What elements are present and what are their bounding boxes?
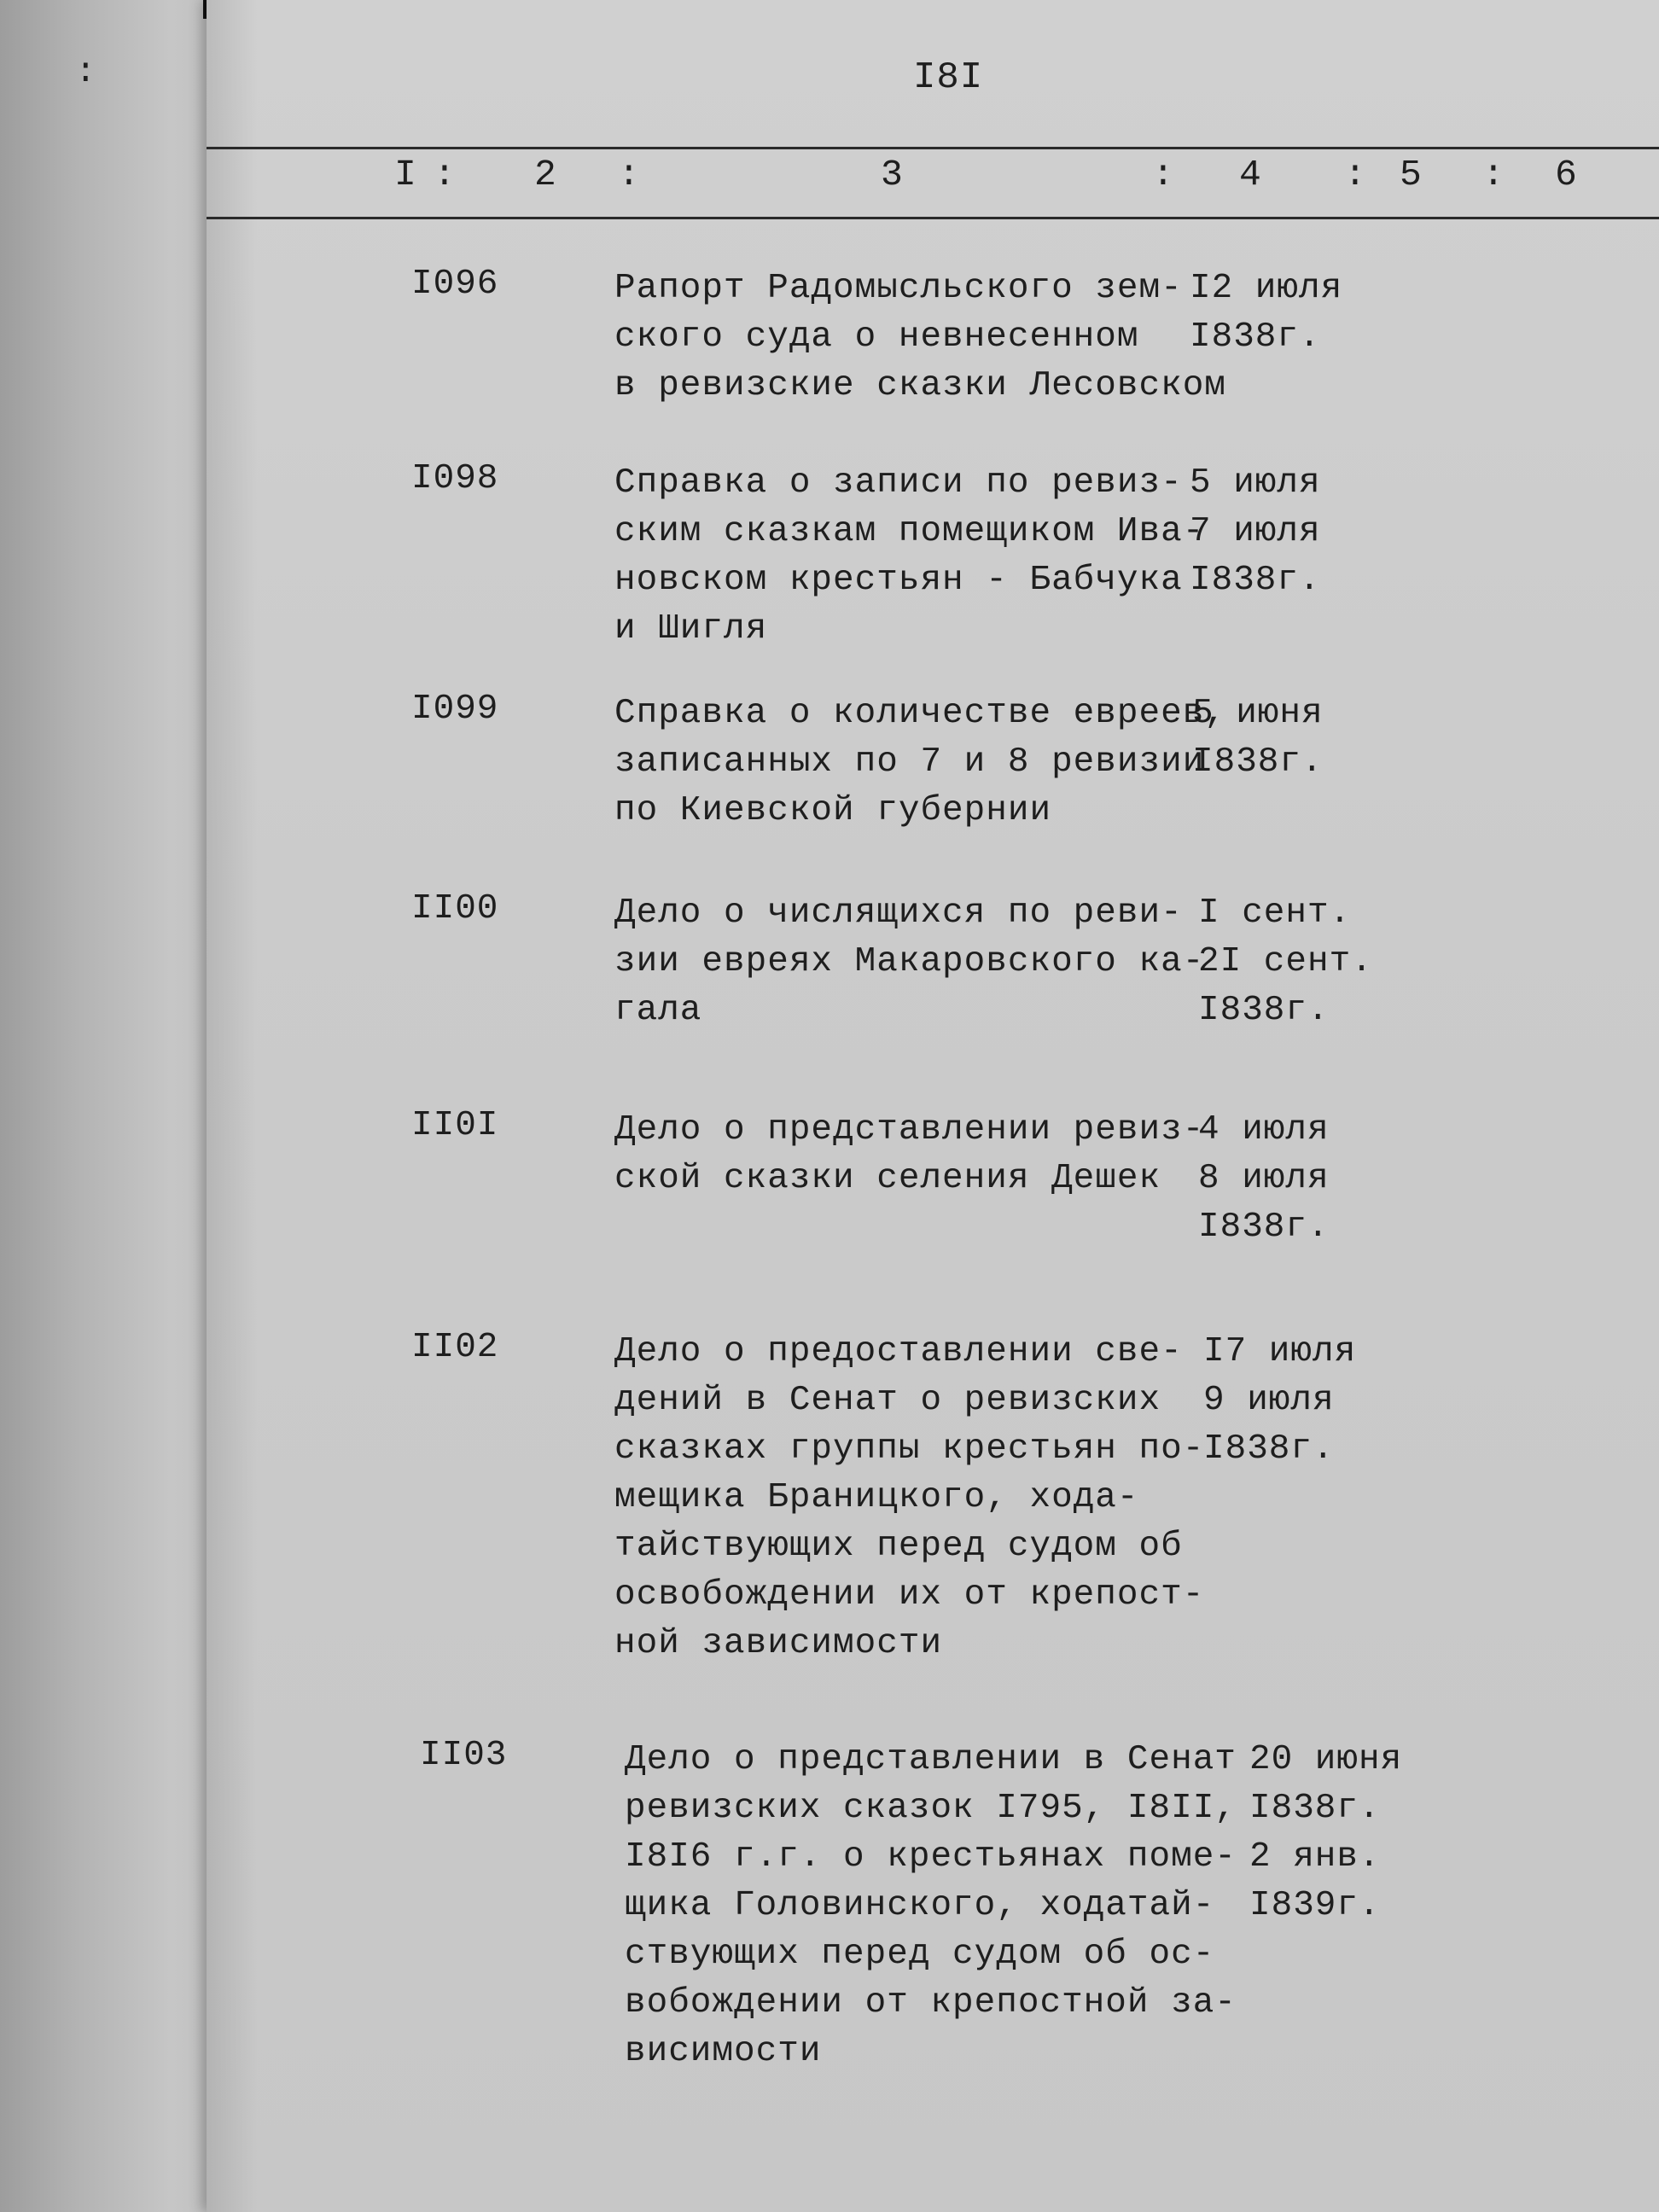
description-line: ским сказкам помещиком Ива-	[614, 512, 1205, 551]
entry-dates	[1198, 889, 1373, 1035]
date-line: 2I сент.	[1198, 942, 1373, 981]
column-header-5: 5	[1400, 154, 1423, 195]
entry-description	[625, 1736, 1237, 2076]
date-line: I838г.	[1203, 1429, 1335, 1469]
date-line: 2 янв.	[1249, 1837, 1381, 1877]
description-line: тайствующих перед судом об	[614, 1527, 1183, 1566]
column-header-separator: :	[1152, 154, 1175, 195]
header-rule-bottom	[207, 217, 1659, 219]
entry-description	[614, 889, 1204, 1035]
column-header-2: 2	[534, 154, 557, 195]
description-line: I8I6 г.г. о крестьянах поме-	[625, 1837, 1237, 1877]
date-line: 7 июля	[1190, 512, 1321, 551]
column-header-separator: :	[1482, 154, 1505, 195]
date-line: I7 июля	[1203, 1332, 1357, 1371]
description-line: ствующих перед судом об ос-	[625, 1935, 1215, 1974]
entry-dates	[1190, 459, 1321, 605]
description-line: в ревизские сказки Лесовском	[614, 366, 1226, 405]
date-line: 5 июля	[1190, 463, 1321, 503]
column-header-6: 6	[1555, 154, 1578, 195]
date-line: I838г.	[1198, 991, 1330, 1030]
column-header-separator: :	[1344, 154, 1367, 195]
entry-description	[614, 690, 1226, 835]
header-rule-top	[207, 147, 1659, 149]
description-line: зии евреях Макаровского ка-	[614, 942, 1205, 981]
date-line: I838г.	[1190, 561, 1321, 600]
description-line: ской сказки селения Дешек	[614, 1159, 1161, 1198]
description-line: ского суда о невнесенном	[614, 317, 1139, 357]
entry-number: II02	[411, 1328, 499, 1367]
description-line: ной зависимости	[614, 1624, 943, 1663]
date-line: 4 июля	[1198, 1110, 1330, 1150]
entry-dates	[1249, 1736, 1402, 1930]
column-header-separator: :	[618, 154, 641, 195]
page-fold-shadow	[207, 0, 258, 2212]
column-header-separator: :	[434, 154, 457, 195]
description-line: Дело о представлении ревиз-	[614, 1110, 1205, 1150]
entry-description	[614, 459, 1204, 654]
entry-dates	[1203, 1328, 1356, 1474]
description-line: новском крестьян - Бабчука	[614, 561, 1183, 600]
date-line: I838г.	[1249, 1789, 1381, 1828]
entry-dates	[1198, 1106, 1330, 1252]
entry-number: II00	[411, 889, 499, 928]
description-line: висимости	[625, 2032, 822, 2071]
column-header-row	[207, 154, 1659, 213]
date-line: I838г.	[1192, 742, 1324, 782]
date-line: 9 июля	[1203, 1381, 1335, 1420]
description-line: и Шигля	[614, 609, 768, 649]
description-line: Дело о числящихся по реви-	[614, 894, 1183, 933]
entry-number: I096	[411, 265, 499, 304]
description-line: вобождении от крепостной за-	[625, 1983, 1237, 2023]
column-header-4: 4	[1239, 154, 1262, 195]
column-header-1: I	[394, 154, 417, 195]
entry-dates	[1190, 265, 1342, 362]
description-line: Дело о представлении в Сенат	[625, 1740, 1237, 1779]
description-line: ревизских сказок I795, I8II,	[625, 1789, 1237, 1828]
description-line: сказках группы крестьян по-	[614, 1429, 1205, 1469]
entry-dates	[1192, 690, 1324, 787]
description-line: гала	[614, 991, 702, 1030]
date-line: I838г.	[1198, 1208, 1330, 1247]
document-page	[207, 0, 1659, 2212]
date-line: I2 июля	[1190, 269, 1343, 308]
entry-description	[614, 265, 1226, 410]
left-page-margin-mark: :	[75, 53, 97, 92]
description-line: Дело о предоставлении све-	[614, 1332, 1183, 1371]
date-line: I839г.	[1249, 1886, 1381, 1925]
entry-number: I099	[411, 690, 499, 729]
description-line: Рапорт Радомысльского зем-	[614, 269, 1183, 308]
description-line: дений в Сенат о ревизских	[614, 1381, 1161, 1420]
description-line: освобождении их от крепост-	[614, 1575, 1205, 1615]
description-line: мещика Браницкого, хода-	[614, 1478, 1139, 1517]
entry-description	[614, 1106, 1204, 1203]
date-line: I сент.	[1198, 894, 1352, 933]
description-line: Справка о записи по ревиз-	[614, 463, 1183, 503]
description-line: щика Головинского, ходатай-	[625, 1886, 1215, 1925]
description-line: записанных по 7 и 8 ревизии	[614, 742, 1205, 782]
description-line: Справка о количестве евреев,	[614, 694, 1226, 733]
entry-number: I098	[411, 459, 499, 498]
entry-description	[614, 1328, 1204, 1668]
page-number: I8I	[913, 56, 984, 99]
date-line: I838г.	[1190, 317, 1321, 357]
column-header-3: 3	[881, 154, 904, 195]
entry-number: II03	[420, 1736, 508, 1775]
date-line: 8 июля	[1198, 1159, 1330, 1198]
date-line: 5 июня	[1192, 694, 1324, 733]
date-line: 20 июня	[1249, 1740, 1403, 1779]
entry-number: II0I	[411, 1106, 499, 1145]
description-line: по Киевской губернии	[614, 791, 1052, 830]
